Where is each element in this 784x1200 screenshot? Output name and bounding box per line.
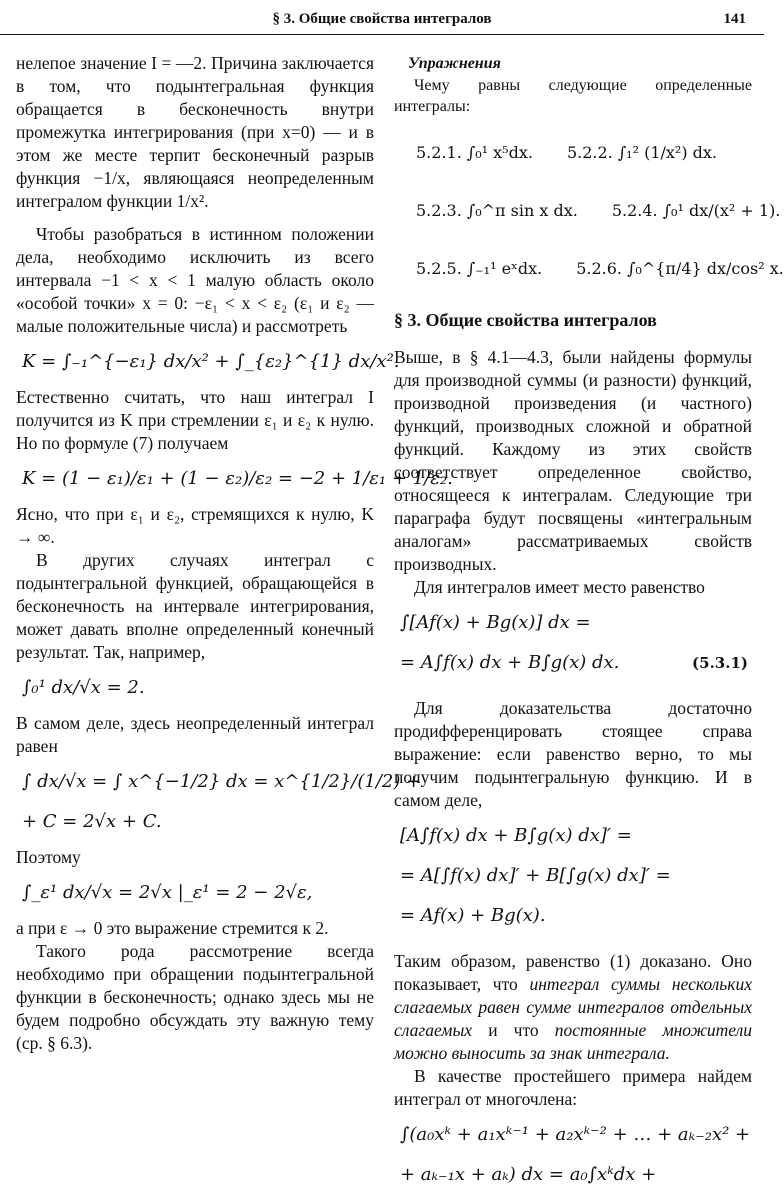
exercise-row xyxy=(416,187,781,233)
paragraph: Таким образом, равенство (1) доказано. Оно показывает, что интеграл суммы нескольких слагаемых равен сумме интегралов отдельных слагаемых и что постоянные множители можно выносить за знак интеграла. xyxy=(394,951,752,1063)
formula: ∫[Af(x) + Bg(x)] dx = xyxy=(400,612,591,633)
exercise-item: 5.2.1. ∫₀¹ x⁵dx. xyxy=(416,142,533,162)
formula-numbered: = A∫f(x) dx + B∫g(x) dx. (5.3.1) xyxy=(400,647,752,679)
paragraph: В других случаях интеграл с подынтегральной функцией, обращающейся в бесконечность на интервале интегрирования, может давать вполне определенный конечный результат. Так, например, xyxy=(16,550,374,662)
paragraph: Для доказательства достаточно продифференцировать стоящее справа выражение: если равенство верно, то мы получим подынтегральную функцию. И в самом деле, xyxy=(394,698,752,810)
right-column xyxy=(394,52,784,1199)
left-column xyxy=(16,52,453,1055)
paragraph: Для интегралов имеет место равенство xyxy=(414,577,705,597)
formula: + aₖ₋₁x + aₖ) dx = a₀∫xᵏdx + xyxy=(400,1164,657,1185)
formula: [A∫f(x) dx + B∫g(x) dx]′ = xyxy=(400,825,632,846)
formula: ∫_ε¹ dx/√x = 2√x |_ε¹ = 2 − 2√ε, xyxy=(22,882,313,903)
exercise-item: 5.2.6. ∫₀^{π/4} dx/cos² x. xyxy=(576,258,784,278)
paragraph: Поэтому xyxy=(16,847,81,867)
running-title: § 3. Общие свойства интегралов xyxy=(272,11,492,27)
exercise-row xyxy=(416,129,752,175)
paragraph: Такого рода рассмотрение всегда необходимо при обращении подынтегральной функции в бесконечность; однако здесь мы не будем подробно обсуждать эту важную тему (ср. § 6.3). xyxy=(16,941,374,1053)
equation-number: (5.3.1) xyxy=(692,654,748,672)
paragraph: Чтобы разобраться в истинном положении дела, необходимо исключить из всего интервала −1 < x < 1 малую область около «особой точки» x = 0: −ε₁ < x < ε₂ (ε₁ и ε₂ — малые положительные числа) и рассмотреть xyxy=(16,224,374,336)
formula: K = (1 − ε₁)/ε₁ + (1 − ε₂)/ε₂ = −2 + 1/ε₁ + 1/ε₂. xyxy=(22,468,453,489)
paragraph: Ясно, что при ε₁ и ε₂, стремящихся к нулю, K → ∞. xyxy=(16,504,374,547)
paragraph: нелепое значение I = —2. Причина заключается в том, что подынтегральная функция обращается в бесконечность внутри промежутка интегрирования (при x=0) — и в этом же месте терпит бесконечный разрыв функция −1/x, являющаяся неопределенным интегралом функции 1/x². xyxy=(16,53,374,211)
exercise-item: 5.2.2. ∫₁² (1/x²) dx. xyxy=(566,142,718,162)
formula: = A[∫f(x) dx]′ + B[∫g(x) dx]′ = xyxy=(400,865,671,886)
running-header xyxy=(0,0,764,35)
formula: ∫(a₀xᵏ + a₁xᵏ⁻¹ + a₂xᵏ⁻² + … + aₖ₋₂x² + xyxy=(400,1124,751,1145)
paragraph: Естественно считать, что наш интеграл I получится из K при стремлении ε₁ и ε₂ к нулю. Но по формуле (7) получаем xyxy=(16,387,374,453)
page-number: 141 xyxy=(723,11,746,27)
exercises-heading: Упражнения xyxy=(408,55,501,72)
formula: + C = 2√x + C. xyxy=(22,811,162,832)
formula: ∫ dx/√x = ∫ x^{−1/2} dx = x^{1/2}/(1/2) + xyxy=(22,771,422,792)
exercise-row xyxy=(416,245,784,291)
paragraph: В самом деле, здесь неопределенный интеграл равен xyxy=(16,713,374,756)
exercise-item: 5.2.3. ∫₀^π sin x dx. xyxy=(416,200,578,220)
exercise-item: 5.2.4. ∫₀¹ dx/(x² + 1). xyxy=(611,200,781,220)
formula: = Af(x) + Bg(x). xyxy=(400,905,546,926)
formula: ∫₀¹ dx/√x = 2. xyxy=(22,677,145,698)
paragraph: Выше, в § 4.1—4.3, были найдены формулы для производной суммы (и разности) функций, производной произведения (и частного) функций, производных сложной и обратной функций. Каждому из этих свойств соответствует определенное свойство, относящееся к интегралам. Следующие три параграфа будут посвящены «интегральным аналогам» рассматриваемых свойств производных. xyxy=(394,347,752,574)
exercises-intro: Чему равны следующие определенные интегралы: xyxy=(394,77,752,115)
paragraph: В качестве простейшего примера найдем интеграл от многочлена: xyxy=(394,1066,752,1109)
formula: K = ∫₋₁^{−ε₁} dx/x² + ∫_{ε₂}^{1} dx/x². xyxy=(22,351,400,372)
exercise-item: 5.2.5. ∫₋₁¹ eˣdx. xyxy=(416,258,543,278)
section-heading: § 3. Общие свойства интегралов xyxy=(394,310,657,330)
paragraph: а при ε → 0 это выражение стремится к 2. xyxy=(16,918,329,938)
